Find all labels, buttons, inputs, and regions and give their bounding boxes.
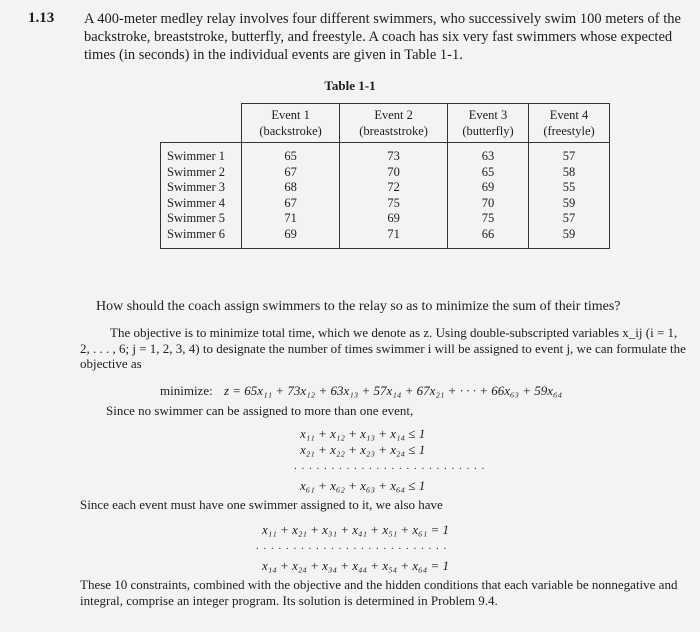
ellipsis-dots: . . . . . . . . . . . . . . . . . . . . . . . . . .	[256, 540, 448, 552]
since-event-text: Since each event must have one swimmer assigned to it, we also have	[80, 497, 443, 512]
time-cell: 69	[242, 227, 340, 249]
constraint-swimmer-2: x₂₁ + x₂₂ + x₂₃ + x₂₄ ≤ 1	[300, 442, 426, 457]
table-row	[161, 211, 610, 227]
time-cell: 73	[340, 143, 448, 165]
table-corner	[161, 104, 242, 143]
time-cell: 67	[242, 196, 340, 212]
time-cell: 75	[448, 211, 529, 227]
table-row	[161, 143, 610, 165]
constraint-swimmer-1: x₁₁ + x₁₂ + x₁₃ + x₁₄ ≤ 1	[300, 426, 426, 441]
objective-expression: z = 65x₁₁ + 73x₁₂ + 63x₁₃ + 57x₁₄ + 67x₂₁ + · · · + 66x₆₃ + 59x₆₄	[223, 383, 563, 398]
swimmer-name: Swimmer 6	[161, 227, 242, 249]
header-event-1: Event 1 (backstroke)	[242, 104, 340, 143]
minimize-label: minimize:	[160, 383, 213, 398]
table-caption: Table 1-1	[324, 78, 376, 93]
objective-function	[160, 383, 562, 399]
header-event-3: Event 3 (butterfly)	[448, 104, 529, 143]
time-cell: 57	[529, 143, 610, 165]
header-event-2: Event 2 (breaststroke)	[340, 104, 448, 143]
time-cell: 58	[529, 165, 610, 181]
problem-number: 1.13	[28, 10, 55, 26]
ellipsis-dots: . . . . . . . . . . . . . . . . . . . . . . . . . .	[294, 460, 486, 472]
time-cell: 71	[242, 211, 340, 227]
time-cell: 66	[448, 227, 529, 249]
time-cell: 67	[242, 165, 340, 181]
time-cell: 68	[242, 180, 340, 196]
table-row	[161, 227, 610, 249]
time-cell: 65	[448, 165, 529, 181]
time-cell: 69	[340, 211, 448, 227]
time-cell: 63	[448, 143, 529, 165]
swimmer-name: Swimmer 3	[161, 180, 242, 196]
swimmer-name: Swimmer 2	[161, 165, 242, 181]
constraint-swimmer-6: x₆₁ + x₆₂ + x₆₃ + x₆₄ ≤ 1	[300, 478, 426, 493]
time-cell: 59	[529, 196, 610, 212]
swim-times-table	[160, 103, 610, 249]
table-row	[161, 180, 610, 196]
swimmer-name: Swimmer 4	[161, 196, 242, 212]
time-cell: 57	[529, 211, 610, 227]
time-cell: 55	[529, 180, 610, 196]
objective-paragraph: The objective is to minimize total time, which we denote as z. Using double-subscripted variables x_ij (i = 1, 2, . . . , 6; j = 1, 2, 3, 4) to designate the number of times swimmer i will be assigned to event j, we can formulate the objective as	[80, 325, 686, 371]
swimmer-name: Swimmer 5	[161, 211, 242, 227]
table-row	[161, 196, 610, 212]
time-cell: 71	[340, 227, 448, 249]
since-swimmer-text: Since no swimmer can be assigned to more than one event,	[106, 403, 414, 418]
time-cell: 65	[242, 143, 340, 165]
time-cell: 69	[448, 180, 529, 196]
header-event-4: Event 4 (freestyle)	[529, 104, 610, 143]
time-cell: 75	[340, 196, 448, 212]
time-cell: 70	[340, 165, 448, 181]
constraint-event-4: x₁₄ + x₂₄ + x₃₄ + x₄₄ + x₅₄ + x₆₄ = 1	[262, 558, 449, 573]
problem-intro: A 400-meter medley relay involves four different swimmers, who successively swim 100 meters of the backstroke, breaststroke, butterfly, and freestyle. A coach has six very fast swimmers whose expected times (in seconds) in the individual events are given in Table 1-1.	[84, 11, 681, 63]
question-text: How should the coach assign swimmers to the relay so as to minimize the sum of their times?	[96, 299, 621, 314]
time-cell: 72	[340, 180, 448, 196]
time-cell: 70	[448, 196, 529, 212]
table-row	[161, 165, 610, 181]
constraint-event-1: x₁₁ + x₂₁ + x₃₁ + x₄₁ + x₅₁ + x₆₁ = 1	[262, 522, 449, 537]
closing-paragraph: These 10 constraints, combined with the objective and the hidden conditions that each variable be nonnegative and integral, comprise an integer program. Its solution is determined in Problem 9.4.	[80, 577, 678, 608]
time-cell: 59	[529, 227, 610, 249]
swimmer-name: Swimmer 1	[161, 143, 242, 165]
